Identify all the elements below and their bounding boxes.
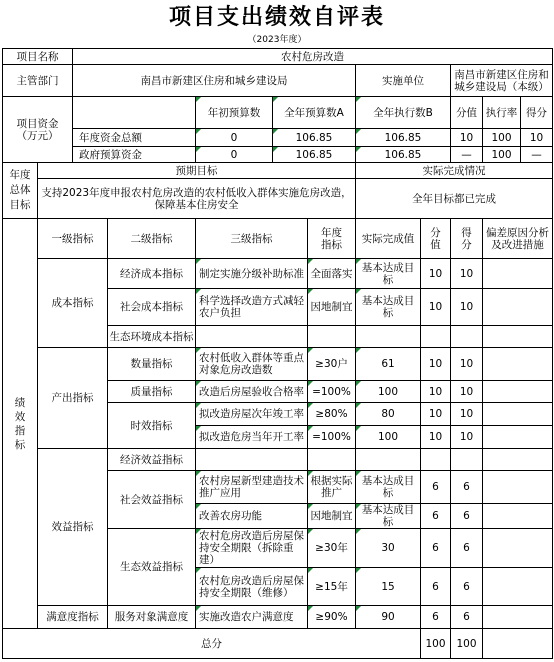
remark-cell bbox=[483, 529, 553, 568]
funds-initial-value: 0 bbox=[196, 129, 273, 147]
weight-cell: 10 bbox=[421, 289, 451, 326]
level3-cell: 拟改造危房当年开工率 bbox=[196, 426, 308, 449]
header-target: 年度指标 bbox=[321, 226, 342, 251]
funds-label-cell bbox=[3, 97, 73, 163]
level2-cell: 生态效益指标 bbox=[108, 529, 196, 606]
remark-cell bbox=[483, 449, 553, 471]
weight-cell: 10 bbox=[421, 403, 451, 426]
actual-cell bbox=[356, 326, 421, 348]
level2-cell: 经济效益指标 bbox=[108, 449, 196, 471]
evaluation-table bbox=[2, 48, 553, 659]
header-score-cell bbox=[451, 219, 483, 259]
level1-benefit: 效益指标 bbox=[38, 449, 108, 606]
total-weight: 100 bbox=[421, 629, 451, 659]
funds-government-row bbox=[3, 147, 553, 163]
score-cell bbox=[451, 326, 483, 348]
funds-header-initial: 年初预算数 bbox=[196, 97, 273, 129]
target-cell: ≥15年 bbox=[308, 568, 356, 606]
funds-header-weight: 分值 bbox=[451, 97, 483, 129]
total-remark bbox=[483, 629, 553, 659]
level2-cell: 质量指标 bbox=[108, 381, 196, 403]
header-weight: 分值 bbox=[430, 226, 441, 251]
remark-cell bbox=[483, 348, 553, 381]
funds-budget-value: 106.85 bbox=[273, 129, 356, 147]
level2-cell: 经济成本指标 bbox=[108, 259, 196, 289]
header-actual: 实际完成值 bbox=[356, 219, 421, 259]
funds-rate-value: 100 bbox=[483, 147, 521, 163]
remark-cell bbox=[483, 471, 553, 504]
level2-cell: 生态环境成本指标 bbox=[108, 326, 196, 348]
header-weight-cell bbox=[421, 219, 451, 259]
score-cell: 6 bbox=[451, 471, 483, 504]
actual-cell: 80 bbox=[356, 403, 421, 426]
score-cell bbox=[451, 449, 483, 471]
score-cell: 6 bbox=[451, 504, 483, 529]
funds-header-executed: 全年执行数B bbox=[356, 97, 451, 129]
level1-output: 产出指标 bbox=[38, 348, 108, 449]
total-score: 100 bbox=[451, 629, 483, 659]
level3-cell: 改造后房屋验收合格率 bbox=[196, 381, 308, 403]
weight-cell: 6 bbox=[421, 529, 451, 568]
remark-cell bbox=[483, 326, 553, 348]
header-remark: 偏差原因分析及改进措施 bbox=[483, 219, 553, 259]
level3-cell: 制定实施分级补助标准 bbox=[196, 259, 308, 289]
header-score: 得分 bbox=[461, 226, 472, 251]
level3-cell: 农村低收入群体等重点对象危房改造数 bbox=[196, 348, 308, 381]
goal-content-row bbox=[3, 179, 553, 219]
funds-rate-value: 100 bbox=[483, 129, 521, 147]
level3-cell: 科学选择改造方式减轻农户负担 bbox=[196, 289, 308, 326]
target-cell: =100% bbox=[308, 426, 356, 449]
score-cell: 6 bbox=[451, 568, 483, 606]
score-cell: 10 bbox=[451, 403, 483, 426]
funds-header-blank bbox=[73, 97, 196, 129]
remark-cell bbox=[483, 259, 553, 289]
department-row bbox=[3, 65, 553, 97]
target-cell: 根据实际推广 bbox=[308, 471, 356, 504]
project-name-row bbox=[3, 49, 553, 65]
level2-cell: 数量指标 bbox=[108, 348, 196, 381]
indicator-row bbox=[3, 606, 553, 629]
target-cell: =100% bbox=[308, 381, 356, 403]
target-cell: 因地制宜 bbox=[308, 504, 356, 529]
implementer-value: 南昌市新建区住房和城乡建设局（本级） bbox=[451, 65, 553, 97]
score-cell: 10 bbox=[451, 348, 483, 381]
goal-expected-label: 预期目标 bbox=[38, 163, 356, 179]
weight-cell: 10 bbox=[421, 381, 451, 403]
actual-cell: 100 bbox=[356, 426, 421, 449]
project-name-label: 项目名称 bbox=[3, 49, 73, 65]
weight-cell: 6 bbox=[421, 606, 451, 629]
funds-total-row bbox=[3, 129, 553, 147]
actual-cell bbox=[356, 449, 421, 471]
funds-header-budget: 全年预算数A bbox=[273, 97, 356, 129]
header-level1: 一级指标 bbox=[38, 219, 108, 259]
funds-header-score: 得分 bbox=[521, 97, 553, 129]
weight-cell: 6 bbox=[421, 568, 451, 606]
score-cell: 10 bbox=[451, 381, 483, 403]
weight-cell bbox=[421, 449, 451, 471]
weight-cell: 10 bbox=[421, 426, 451, 449]
indicator-row bbox=[3, 348, 553, 381]
remark-cell bbox=[483, 426, 553, 449]
goal-label: 年度总体目标 bbox=[9, 169, 31, 211]
weight-cell: 10 bbox=[421, 259, 451, 289]
level2-cell: 时效指标 bbox=[108, 403, 196, 449]
goal-header-row bbox=[3, 163, 553, 179]
actual-cell: 30 bbox=[356, 529, 421, 568]
project-name-value: 农村危房改造 bbox=[73, 49, 553, 65]
funds-weight-value: — bbox=[451, 147, 483, 163]
goal-label-cell bbox=[3, 163, 38, 219]
target-cell: ≥90% bbox=[308, 606, 356, 629]
header-level3: 三级指标 bbox=[196, 219, 308, 259]
funds-header-row bbox=[3, 97, 553, 129]
goal-expected-text: 支持2023年度申报农村危房改造的农村低收入群体实施危房改造，保障基本住房安全 bbox=[38, 179, 356, 219]
weight-cell bbox=[421, 326, 451, 348]
score-cell: 6 bbox=[451, 606, 483, 629]
indicator-row bbox=[3, 259, 553, 289]
level1-cost: 成本指标 bbox=[38, 259, 108, 348]
remark-cell bbox=[483, 403, 553, 426]
level3-cell: 拟改造房屋次年竣工率 bbox=[196, 403, 308, 426]
funds-label: 项目资金（万元） bbox=[16, 117, 59, 142]
funds-executed-value: 106.85 bbox=[356, 129, 451, 147]
fiscal-year: （2023年度） bbox=[247, 35, 307, 45]
level2-cell: 社会效益指标 bbox=[108, 471, 196, 529]
indicator-header-row bbox=[3, 219, 553, 259]
target-cell: ≥30年 bbox=[308, 529, 356, 568]
department-label: 主管部门 bbox=[3, 65, 73, 97]
level2-cell: 社会成本指标 bbox=[108, 289, 196, 326]
goal-actual-label: 实际完成情况 bbox=[356, 163, 553, 179]
target-cell bbox=[308, 326, 356, 348]
header-target-cell bbox=[308, 219, 356, 259]
actual-cell: 15 bbox=[356, 568, 421, 606]
target-cell: ≥80% bbox=[308, 403, 356, 426]
level3-cell bbox=[196, 326, 308, 348]
indicators-label-cell bbox=[3, 219, 38, 629]
remark-cell bbox=[483, 606, 553, 629]
actual-cell: 100 bbox=[356, 381, 421, 403]
level3-cell: 农村危房改造后房屋保持安全期限（维修） bbox=[196, 568, 308, 606]
actual-cell: 基本达成目标 bbox=[356, 504, 421, 529]
level3-cell: 农村房屋新型建造技术推广应用 bbox=[196, 471, 308, 504]
actual-cell: 基本达成目标 bbox=[356, 259, 421, 289]
weight-cell: 10 bbox=[421, 348, 451, 381]
indicators-label: 绩效指标 bbox=[14, 396, 26, 451]
header-level2: 二级指标 bbox=[108, 219, 196, 259]
goal-actual-text: 全年目标都已完成 bbox=[356, 179, 553, 219]
actual-cell: 基本达成目标 bbox=[356, 471, 421, 504]
score-cell: 6 bbox=[451, 529, 483, 568]
actual-cell: 90 bbox=[356, 606, 421, 629]
level3-cell: 农村危房改造后房屋保持安全期限（拆除重建） bbox=[196, 529, 308, 568]
indicator-row bbox=[3, 449, 553, 471]
score-cell: 10 bbox=[451, 259, 483, 289]
funds-row-label: 年度资金总额 bbox=[73, 129, 196, 147]
page-title: 项目支出绩效自评表 bbox=[168, 5, 385, 30]
funds-row-label: 政府预算资金 bbox=[73, 147, 196, 163]
funds-budget-value: 106.85 bbox=[273, 147, 356, 163]
remark-cell bbox=[483, 504, 553, 529]
remark-cell bbox=[483, 568, 553, 606]
funds-executed-value: 106.85 bbox=[356, 147, 451, 163]
funds-header-rate: 执行率 bbox=[483, 97, 521, 129]
target-cell: ≥30户 bbox=[308, 348, 356, 381]
target-cell: 因地制宜 bbox=[308, 289, 356, 326]
funds-weight-value: 10 bbox=[451, 129, 483, 147]
weight-cell: 6 bbox=[421, 504, 451, 529]
target-cell: 全面落实 bbox=[308, 259, 356, 289]
score-cell: 10 bbox=[451, 426, 483, 449]
total-row bbox=[3, 629, 553, 659]
level1-satisfaction: 满意度指标 bbox=[38, 606, 108, 629]
level3-cell: 改善农房功能 bbox=[196, 504, 308, 529]
score-cell: 10 bbox=[451, 289, 483, 326]
target-cell bbox=[308, 449, 356, 471]
level3-cell: 实施改造农户满意度 bbox=[196, 606, 308, 629]
level3-cell bbox=[196, 449, 308, 471]
level2-cell: 服务对象满意度 bbox=[108, 606, 196, 629]
implementer-label: 实施单位 bbox=[356, 65, 451, 97]
funds-score-value: 10 bbox=[521, 129, 553, 147]
actual-cell: 61 bbox=[356, 348, 421, 381]
funds-score-value: — bbox=[521, 147, 553, 163]
weight-cell: 6 bbox=[421, 471, 451, 504]
remark-cell bbox=[483, 289, 553, 326]
remark-cell bbox=[483, 381, 553, 403]
funds-initial-value: 0 bbox=[196, 147, 273, 163]
actual-cell: 基本达成目标 bbox=[356, 289, 421, 326]
department-value: 南昌市新建区住房和城乡建设局 bbox=[73, 65, 356, 97]
total-label: 总分 bbox=[3, 629, 421, 659]
